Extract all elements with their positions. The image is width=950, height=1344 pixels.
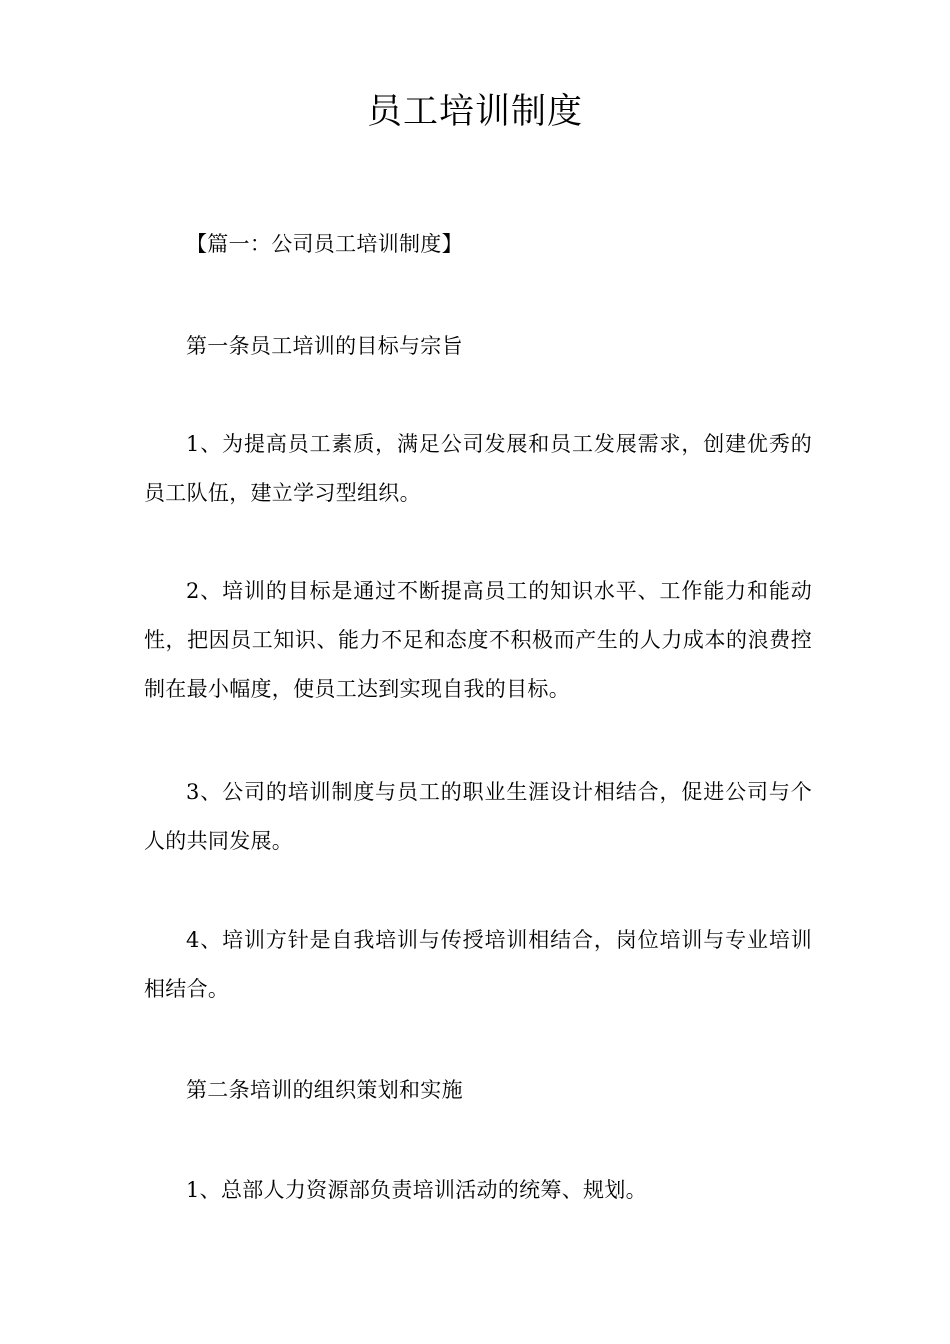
article-1-item-4: 4、培训方针是自我培训与传授培训相结合，岗位培训与专业培训相结合。 bbox=[144, 928, 812, 1001]
article-1-item-2: 2、培训的目标是通过不断提高员工的知识水平、工作能力和能动性，把因员工知识、能力不足和态度不积极而产生的人力成本的浪费控制在最小幅度，使员工达到实现自我的目标。 bbox=[144, 579, 812, 701]
article-2-item-1: 1、总部人力资源部负责培训活动的统筹、规划。 bbox=[186, 1178, 647, 1202]
article-1-item-3: 3、公司的培训制度与员工的职业生涯设计相结合，促进公司与个人的共同发展。 bbox=[144, 780, 812, 853]
article-1-heading: 第一条员工培训的目标与宗旨 bbox=[186, 334, 463, 358]
document-title: 员工培训制度 bbox=[366, 92, 583, 132]
chapter-heading: 【篇一：公司员工培训制度】 bbox=[186, 232, 463, 256]
article-1-item-1: 1、为提高员工素质，满足公司发展和员工发展需求，创建优秀的员工队伍，建立学习型组织。 bbox=[144, 432, 812, 505]
article-2-heading: 第二条培训的组织策划和实施 bbox=[186, 1078, 463, 1102]
